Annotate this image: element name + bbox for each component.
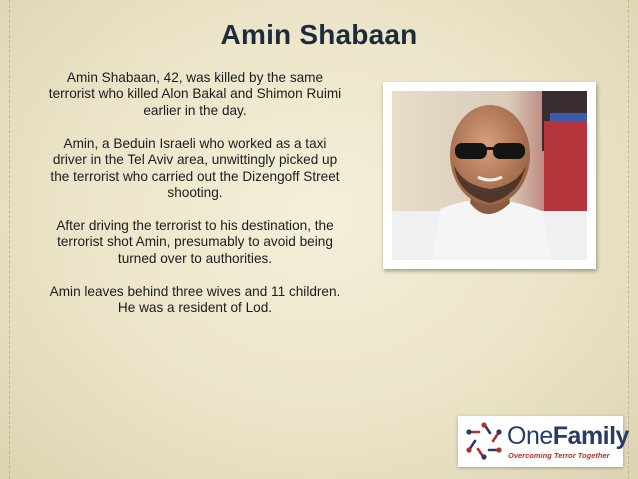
paragraph-shooting: After driving the terrorist to his destination, the terrorist shot Amin, presumably to avoid being turned over to authorities. [56, 217, 334, 266]
logo-name-one: One [507, 422, 553, 450]
portrait-photo [383, 82, 596, 269]
logo-name-family: Family [552, 422, 629, 450]
logo-tagline: Overcoming Terror Together [508, 451, 610, 460]
star-of-david-icon [464, 421, 504, 461]
paragraph-family: Amin leaves behind three wives and 11 children. He was a resident of Lod. [49, 283, 341, 315]
logo-wordmark [507, 422, 629, 450]
paragraph-intro: Amin Shabaan, 42, was killed by the same terrorist who killed Alon Bakal and Shimon Ruimi earlier in the day. [48, 70, 342, 118]
slide-body [46, 70, 344, 333]
left-stitch-border [9, 0, 10, 479]
slide-title: Amin Shabaan [220, 19, 418, 50]
portrait-image [392, 91, 587, 260]
paragraph-background: Amin, a Beduin Israeli who worked as a taxi driver in the Tel Aviv area, unwittingly picked up the terrorist who carried out the Dizengoff Street shooting. [50, 135, 340, 200]
onefamily-logo [458, 416, 629, 467]
right-stitch-border [628, 0, 629, 479]
